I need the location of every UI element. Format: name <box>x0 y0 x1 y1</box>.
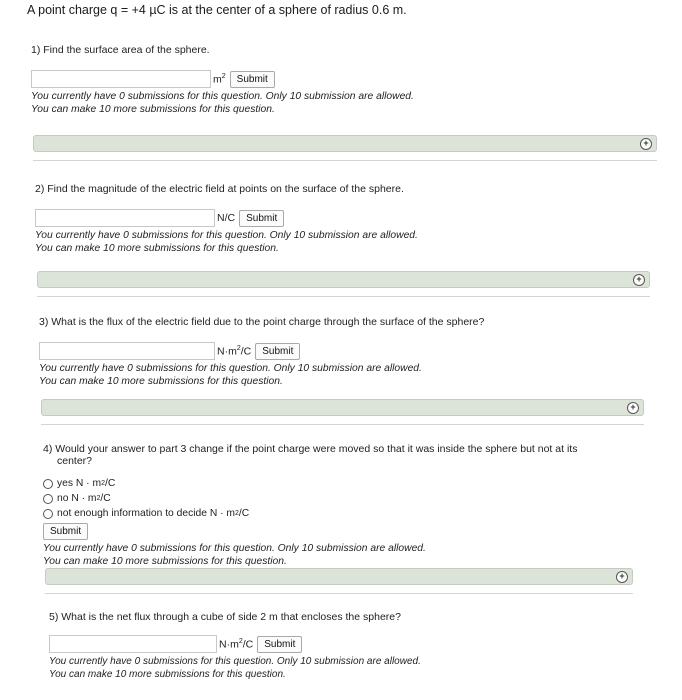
option-yes[interactable]: yes N · m 2 /C <box>43 477 633 490</box>
answer-5-input[interactable] <box>49 635 217 653</box>
answer-1-unit: $m^2$ <box>213 72 226 86</box>
plus-circle-icon[interactable]: + <box>640 138 652 150</box>
submission-note-2: You currently have 0 submissions for this question. Only 10 submission are allowed. You can make 10 more submissions for this question. <box>35 230 418 254</box>
expand-bar-1[interactable] <box>33 135 657 152</box>
submit-4-button[interactable]: Submit <box>43 523 88 540</box>
submission-note-3: You currently have 0 submissions for this question. Only 10 submission are allowed. You can make 10 more submissions for this question. <box>39 363 422 387</box>
question-5-title: 5) What is the net flux through a cube of side 2 m that encloses the sphere? <box>49 611 401 623</box>
problem-statement: A point charge q = +4 µC is at the center of a sphere of radius 0.6 m. <box>27 3 407 17</box>
divider <box>41 424 644 425</box>
radio-no[interactable] <box>43 494 53 504</box>
divider <box>37 296 650 297</box>
question-4-title: 4) Would your answer to part 3 change if the point charge were moved so that it was inside the sphere but not at its center? <box>43 443 578 467</box>
answer-3-unit: $N\cdot m^2/C$ <box>217 344 252 358</box>
answer-1-input[interactable] <box>31 70 211 88</box>
question-1-title: 1) Find the surface area of the sphere. <box>31 44 210 56</box>
question-2-title: 2) Find the magnitude of the electric field at points on the surface of the sphere. <box>35 183 404 195</box>
question-3-title: 3) What is the flux of the electric field due to the point charge through the surface of the sphere? <box>39 316 485 328</box>
plus-circle-icon[interactable]: + <box>633 274 645 286</box>
answer-3-input[interactable] <box>39 342 215 360</box>
divider <box>45 593 633 594</box>
radio-not-enough-info[interactable] <box>43 509 53 519</box>
submit-2-button[interactable]: Submit <box>239 210 284 227</box>
radio-yes[interactable] <box>43 479 53 489</box>
expand-bar-3[interactable] <box>41 399 644 416</box>
submit-3-button[interactable]: Submit <box>255 343 300 360</box>
answer-2-unit: N/C <box>217 212 236 224</box>
answer-2-input[interactable] <box>35 209 215 227</box>
submission-note-4: You currently have 0 submissions for this question. Only 10 submission are allowed. You can make 10 more submissions for this question. <box>43 543 426 567</box>
answer-4-options <box>43 477 633 520</box>
question-3 <box>39 316 484 388</box>
option-not-enough-info[interactable]: not enough information to decide N · m 2 /C <box>43 507 633 520</box>
expand-bar-2[interactable] <box>37 271 650 288</box>
submit-1-button[interactable]: Submit <box>230 71 275 88</box>
plus-circle-icon[interactable]: + <box>616 571 628 583</box>
answer-5-unit: $N\cdot m^2/C$ <box>219 637 254 651</box>
question-5 <box>49 611 421 681</box>
divider <box>33 160 657 161</box>
option-no[interactable]: no N · m 2 /C <box>43 492 633 505</box>
expand-bar-4[interactable] <box>45 568 633 585</box>
question-2 <box>35 183 418 255</box>
question-1 <box>31 44 414 116</box>
submission-note-5: You currently have 0 submissions for this question. Only 10 submission are allowed. You can make 10 more submissions for this question. <box>49 656 421 680</box>
submit-5-button[interactable]: Submit <box>257 636 302 653</box>
submission-note-1: You currently have 0 submissions for this question. Only 10 submission are allowed. You can make 10 more submissions for this question. <box>31 91 414 115</box>
plus-circle-icon[interactable]: + <box>627 402 639 414</box>
question-4 <box>43 443 633 568</box>
